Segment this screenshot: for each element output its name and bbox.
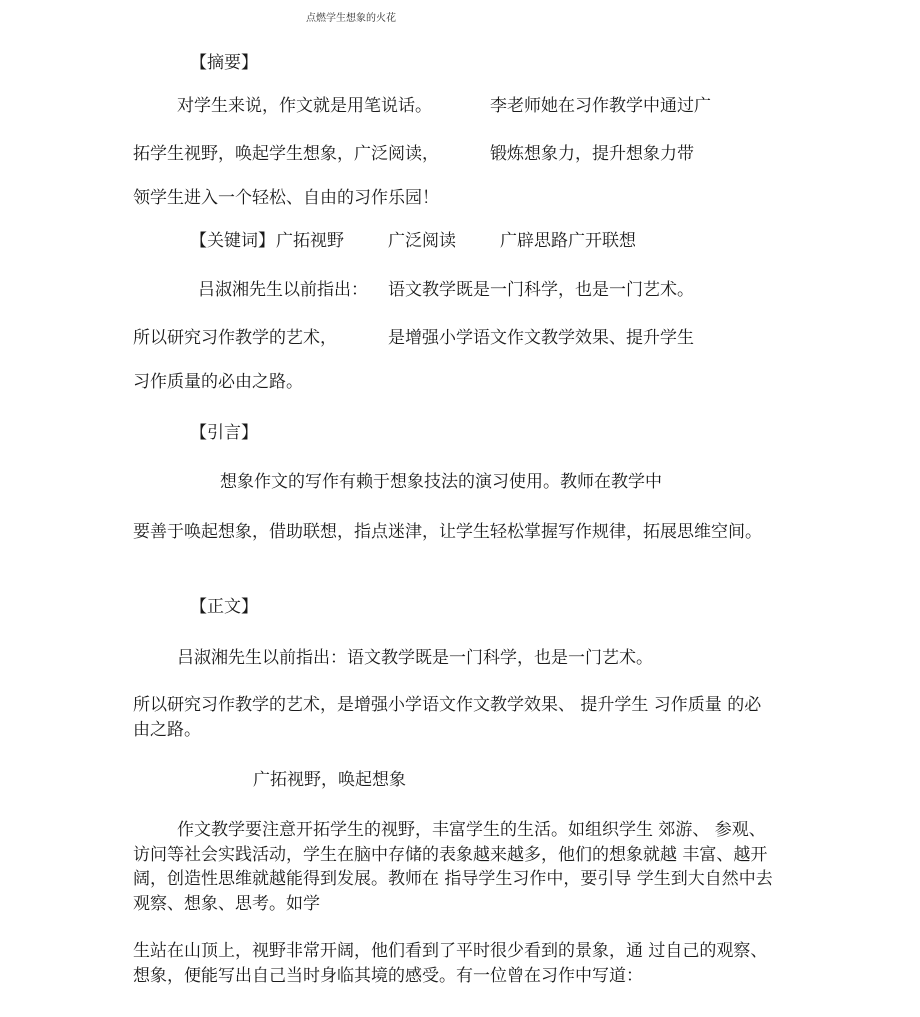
section-subheading: 广拓视野，唤起想象 xyxy=(253,770,406,790)
keywords-label: 【关键词】 xyxy=(190,231,275,251)
keyword-item: 广拓视野 xyxy=(276,231,344,251)
running-header: 点燃学生想象的火花 xyxy=(306,13,396,24)
abstract-line-3: 领学生进入一个轻松、自由的习作乐园！ xyxy=(133,188,439,208)
quote-line-2a: 所以研究习作教学的艺术， xyxy=(133,328,337,348)
intro-paragraph: 要善于唤起想象，借助联想，指点迷津，让学生轻松掌握写作规律，拓展思维空间。 xyxy=(133,522,762,542)
keyword-item: 广辟思路广开联想 xyxy=(500,231,636,251)
abstract-line-1b: 李老师她在习作教学中通过广 xyxy=(490,96,711,116)
abstract-heading: 【摘要】 xyxy=(190,53,258,73)
abstract-line-2b: 锻炼想象力，提升想象力带 xyxy=(490,144,694,164)
body-heading: 【正文】 xyxy=(190,597,258,617)
quote-line-3: 习作质量的必由之路。 xyxy=(133,372,303,392)
body-line-1: 吕淑湘先生以前指出：语文教学既是一门科学，也是一门艺术。 xyxy=(177,648,653,668)
quote-line-2b: 是增强小学语文作文教学效果、提升学生 xyxy=(388,328,694,348)
quote-line-1b: 语文教学既是一门科学，也是一门艺术。 xyxy=(388,280,694,300)
body-paragraph-3: 生站在山顶上，视野非常开阔，他们看到了平时很少看到的景象，通 过自己的观察、想象，便能写出自己当时身临其境的感受。有一位曾在习作中写道： xyxy=(133,941,768,986)
intro-heading: 【引言】 xyxy=(190,423,258,443)
abstract-line-1a: 对学生来说，作文就是用笔说话。 xyxy=(177,96,432,116)
intro-line-1: 想象作文的写作有赖于想象技法的演习使用。教师在教学中 xyxy=(220,472,662,492)
quote-line-1a: 吕淑湘先生以前指出： xyxy=(198,280,368,300)
keyword-item: 广泛阅读 xyxy=(388,231,456,251)
abstract-line-2a: 拓学生视野，唤起学生想象，广泛阅读， xyxy=(133,144,439,164)
body-paragraph-1: 所以研究习作教学的艺术，是增强小学语文作文教学效果、 提升学生 习作质量 的必由之路。 xyxy=(133,695,762,740)
body-paragraph-2: 作文教学要注意开拓学生的视野，丰富学生的生活。如组织学生 郊游、 参观、访问等社会实践活动，学生在脑中存储的表象越来越多，他们的想象就越 丰富、越开阔，创造性思维就越能得到发展。教师在 指导学生习作中，要引导 学生到大自然中去观察、想象、思考。如学 xyxy=(133,820,773,914)
